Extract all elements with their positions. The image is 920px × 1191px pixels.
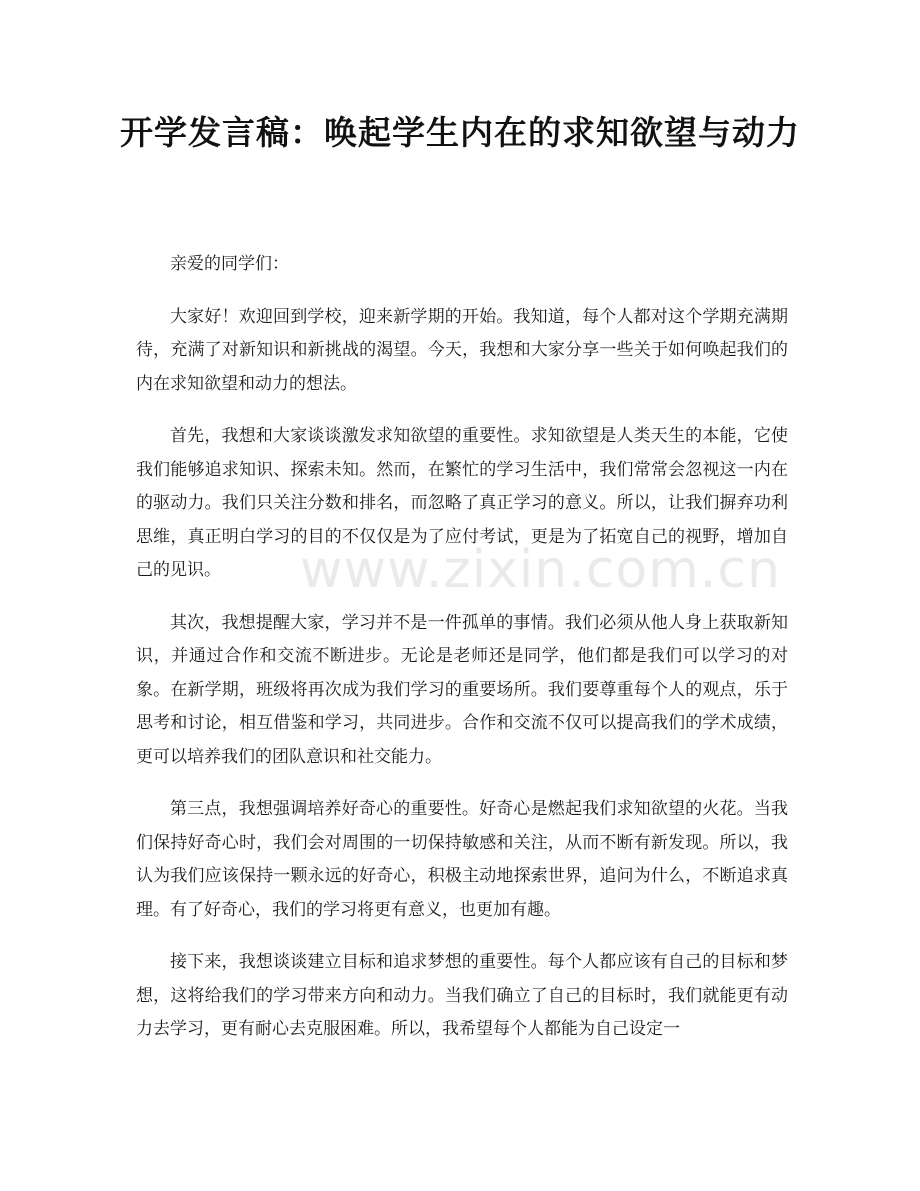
salutation: 亲爱的同学们： [170,254,289,274]
document-body [136,248,788,1066]
paragraph-2: 首先，我想和大家谈谈激发求知欲望的重要性。求知欲望是人类天生的本能，它使我们能够追求知识、探索未知。然而，在繁忙的学习生活中，我们常常会忽视这一内在的驱动力。我们只关注分数和排名，而忽略了真正学习的意义。所以，让我们摒弃功利思维，真正明白学习的目的不仅仅是为了应付考试，更是为了拓宽自己的视野，增加自己的见识。 [136,426,788,580]
paragraph-3: 其次，我想提醒大家，学习并不是一件孤单的事情。我们必须从他人身上获取新知识，并通过合作和交流不断进步。无论是老师还是同学，他们都是我们可以学习的对象。在新学期，班级将再次成为我们学习的重要场所。我们要尊重每个人的观点，乐于思考和讨论，相互借鉴和学习，共同进步。合作和交流不仅可以提高我们的学术成绩，更可以培养我们的团队意识和社交能力。 [136,612,788,767]
document-title: 开学发言稿：唤起学生内在的求知欲望与动力 [120,113,800,152]
paragraph-5: 接下来，我想谈谈建立目标和追求梦想的重要性。每个人都应该有自己的目标和梦想，这将给我们的学习带来方向和动力。当我们确立了自己的目标时，我们就能更有动力去学习，更有耐心去克服困难。所以，我希望每个人都能为自己设定一 [136,952,788,1039]
paragraph-1: 大家好！欢迎回到学校，迎来新学期的开始。我知道，每个人都对这个学期充满期待，充满了对新知识和新挑战的渴望。今天，我想和大家分享一些关于如何唤起我们的内在求知欲望和动力的想法。 [136,306,788,394]
watermark: www.zixin.com.cn [300,540,781,600]
paragraph-4: 第三点，我想强调培养好奇心的重要性。好奇心是燃起我们求知欲望的火花。当我们保持好奇心时，我们会对周围的一切保持敏感和关注，从而不断有新发现。所以，我认为我们应该保持一颗永远的好奇心，积极主动地探索世界，追问为什么，不断追求真理。有了好奇心，我们的学习将更有意义，也更加有趣。 [136,799,788,920]
